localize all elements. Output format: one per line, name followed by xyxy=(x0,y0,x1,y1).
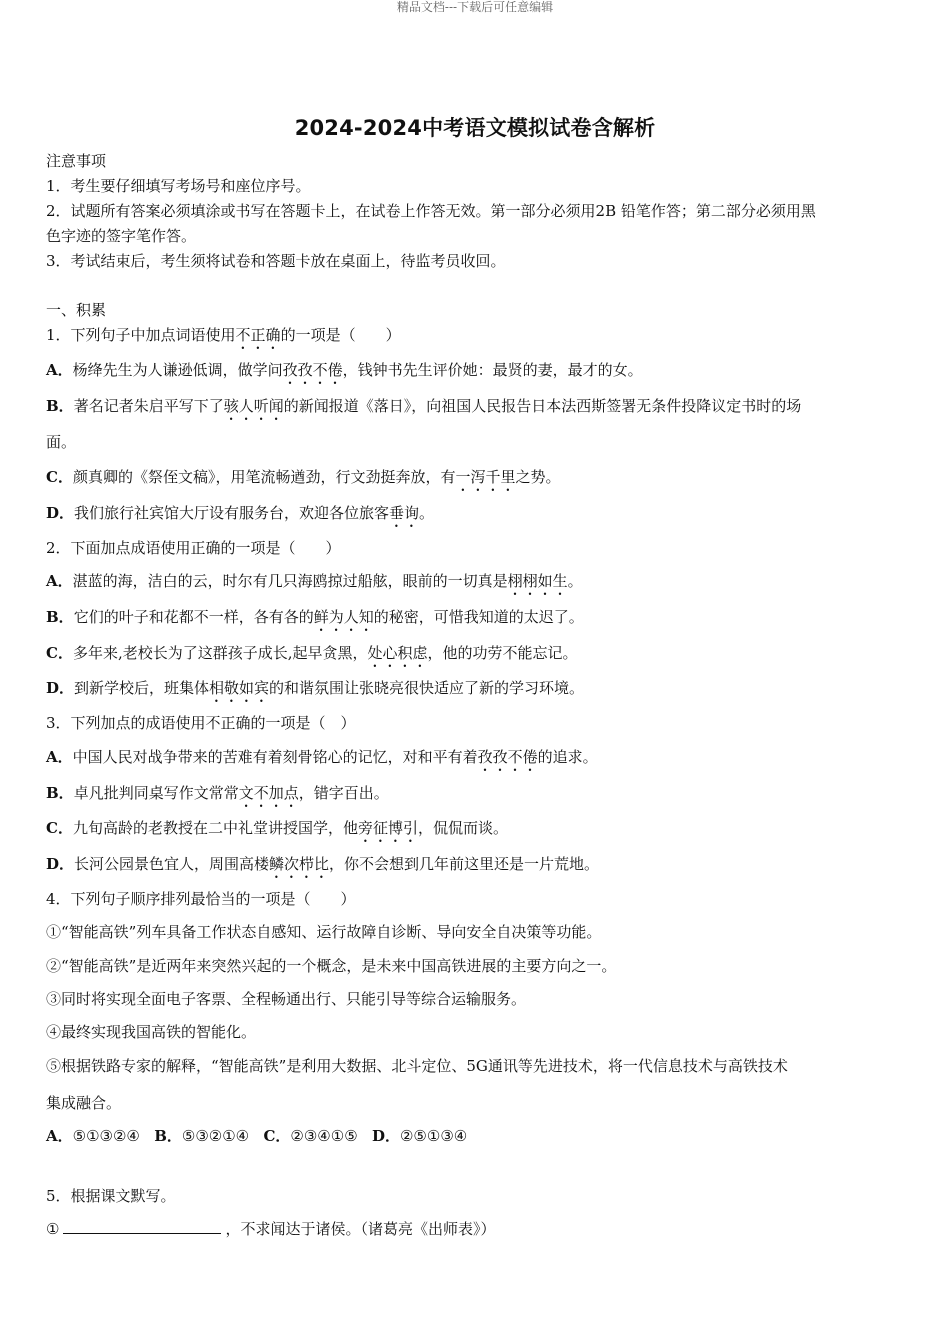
option-d-text: ②⑤①③④ xyxy=(399,1127,468,1145)
option-text-end: ，你不会想到几年前这里还是一片荒地。 xyxy=(329,855,600,873)
option-text: 长河公园景色宜人，周围高楼 xyxy=(74,855,270,873)
option-text-end: 的和谐氛围让张晓亮很快适应了新的学习环境。 xyxy=(269,679,585,697)
q3-option-b xyxy=(46,783,908,811)
page-title: 2024-2024中考语文模拟试卷含解析 xyxy=(294,116,656,140)
section-heading: 一、积累 xyxy=(46,301,107,319)
option-text: 到新学校后，班集体 xyxy=(74,679,210,697)
q4-sentence-2: ②“智能高铁”是近两年来突然兴起的一个概念，是未来中国高铁进展的主要方向之一。 xyxy=(46,957,617,975)
notice-item-3: 3．考试结束后，考生须将试卷和答题卡放在桌面上，待监考员收回。 xyxy=(46,252,506,270)
option-text: 中国人民对战争带来的苦难有着刻骨铭心的记忆，对和平有着 xyxy=(72,748,478,766)
option-text: 它们的叶子和花都不一样，各有各的 xyxy=(73,608,314,626)
q1-stem-text: 1．下列句子中加点词语使用 xyxy=(46,326,236,344)
option-text-end: ，钱钟书先生评价她：最贤的妻，最才的女。 xyxy=(342,361,643,379)
line-text: ，不求闻达于诸侯。（诸葛亮《出师表》） xyxy=(225,1220,496,1238)
dotted-phrase: 骇人听闻 xyxy=(223,397,284,415)
q4-options xyxy=(46,1126,908,1146)
option-text: 多年来,老校长为了这群孩子成长,起早贪黑， xyxy=(72,644,368,662)
header-note: 精品文档---下载后可任意编辑 xyxy=(396,0,554,14)
option-letter: D． xyxy=(371,1127,400,1145)
option-letter: A． xyxy=(46,748,73,766)
option-letter: B． xyxy=(46,608,74,626)
option-letter: C． xyxy=(46,819,73,837)
option-a-text: ⑤①③②④ xyxy=(72,1127,140,1145)
option-b-text: ⑤③②①④ xyxy=(181,1127,250,1145)
notice-heading: 注意事项 xyxy=(46,152,107,170)
dotted-phrase: 处心积虑 xyxy=(367,644,428,662)
option-text-end: ，错字百出。 xyxy=(298,784,389,802)
option-letter: B． xyxy=(46,397,74,415)
option-text-end: 。 xyxy=(567,572,583,590)
q2-option-b xyxy=(46,607,908,635)
option-text-end: 的追求。 xyxy=(537,748,598,766)
q3-stem: 3．下列加点的成语使用不正确的一项是（ ） xyxy=(46,714,356,732)
q4-sentence-4: ④最终实现我国高铁的智能化。 xyxy=(46,1023,257,1041)
q4-sentence-3: ③同时将实现全面电子客票、全程畅通出行、只能引导等综合运输服务。 xyxy=(46,990,527,1008)
option-text: 我们旅行社宾馆大厅设有服务台，欢迎各位旅客 xyxy=(74,504,390,522)
option-letter: B． xyxy=(154,1127,182,1145)
dotted-phrase: 鳞次栉比 xyxy=(269,855,330,873)
option-text: 九旬高龄的老教授在二中礼堂讲授国学，他 xyxy=(72,819,358,837)
option-text: 颜真卿的《祭侄文稿》，用笔流畅遒劲，行文劲挺奔放，有 xyxy=(72,468,456,486)
option-letter: C． xyxy=(263,1127,291,1145)
option-letter: A． xyxy=(46,361,73,379)
dotted-phrase: 一泻千里 xyxy=(455,468,516,486)
dotted-phrase: 栩栩如生 xyxy=(507,572,568,590)
option-letter: C． xyxy=(46,644,73,662)
q4-sentence-5: ⑤根据铁路专家的解释，“智能高铁”是利用大数据、北斗定位、5G通讯等先进技术，将一代信息技术与高铁技术 xyxy=(46,1057,788,1075)
fill-blank[interactable] xyxy=(63,1219,221,1234)
dotted-phrase: 文不加点 xyxy=(238,784,299,802)
dotted-phrase: 鲜为人知 xyxy=(313,608,374,626)
q5-line-1 xyxy=(46,1219,908,1239)
dotted-phrase: 垂询 xyxy=(389,504,420,522)
notice-item-2: 2．试题所有答案必须填涂或书写在答题卡上，在试卷上作答无效。第一部分必须用2B 铅笔作答；第二部分必须用黑 xyxy=(46,202,816,220)
option-letter: D． xyxy=(46,679,75,697)
option-text: 卓凡批判同桌写作文常常 xyxy=(73,784,239,802)
option-text-end: 之势。 xyxy=(515,468,561,486)
q1-option-d xyxy=(46,503,908,531)
dotted-phrase: 旁征博引 xyxy=(357,819,418,837)
q4-sentence-1: ①“智能高铁”列车具备工作状态自感知、运行故障自诊断、导向安全自决策等功能。 xyxy=(46,923,602,941)
q4-sentence-5-cont: 集成融合。 xyxy=(46,1094,122,1112)
q1-stem-dotted: 不正确 xyxy=(235,326,281,344)
notice-item-1: 1．考生要仔细填写考场号和座位序号。 xyxy=(46,177,311,195)
q2-stem: 2．下面加点成语使用正确的一项是（ ） xyxy=(46,539,341,557)
option-c-text: ②③④①⑤ xyxy=(290,1127,358,1145)
option-text-end: 的秘密，可惜我知道的太迟了。 xyxy=(373,608,584,626)
q1-stem-text-end: 的一项是（ ） xyxy=(280,326,401,344)
option-text-end: ，侃侃而谈。 xyxy=(417,819,508,837)
q2-option-c xyxy=(46,643,908,671)
q1-option-a xyxy=(46,360,908,388)
notice-item-2-cont: 色字迹的签字笔作答。 xyxy=(46,227,197,245)
q1-option-b xyxy=(46,396,908,424)
option-text: 著名记者朱启平写下了 xyxy=(73,397,224,415)
q3-option-a xyxy=(46,747,908,775)
q4-stem: 4．下列句子顺序排列最恰当的一项是（ ） xyxy=(46,890,356,908)
option-text-end: 的新闻报道《落日》，向祖国人民报告日本法西斯签署无条件投降议定书时的场 xyxy=(283,397,802,415)
option-letter: D． xyxy=(46,504,75,522)
q3-option-d xyxy=(46,854,908,882)
q1-option-b-cont: 面。 xyxy=(46,433,77,451)
q1-stem xyxy=(46,325,908,353)
option-letter: B． xyxy=(46,784,74,802)
dotted-phrase: 孜孜不倦 xyxy=(477,748,538,766)
option-text: 杨绛先生为人谦逊低调，做学问 xyxy=(72,361,283,379)
q5-stem: 5．根据课文默写。 xyxy=(46,1187,176,1205)
line-number: ① xyxy=(46,1220,60,1238)
q2-option-d xyxy=(46,678,908,706)
option-text: 湛蓝的海，洁白的云，时尔有几只海鸥掠过船舷，眼前的一切真是 xyxy=(72,572,508,590)
option-letter: A． xyxy=(46,572,73,590)
dotted-phrase: 孜孜不倦 xyxy=(282,361,343,379)
option-letter: C． xyxy=(46,468,73,486)
option-letter: D． xyxy=(46,855,75,873)
q1-option-c xyxy=(46,467,908,495)
dotted-phrase: 相敬如宾 xyxy=(209,679,270,697)
q2-option-a xyxy=(46,571,908,599)
option-letter: A． xyxy=(46,1127,73,1145)
option-text-end: ，他的功劳不能忘记。 xyxy=(427,644,578,662)
option-text-end: 。 xyxy=(419,504,435,522)
q3-option-c xyxy=(46,818,908,846)
